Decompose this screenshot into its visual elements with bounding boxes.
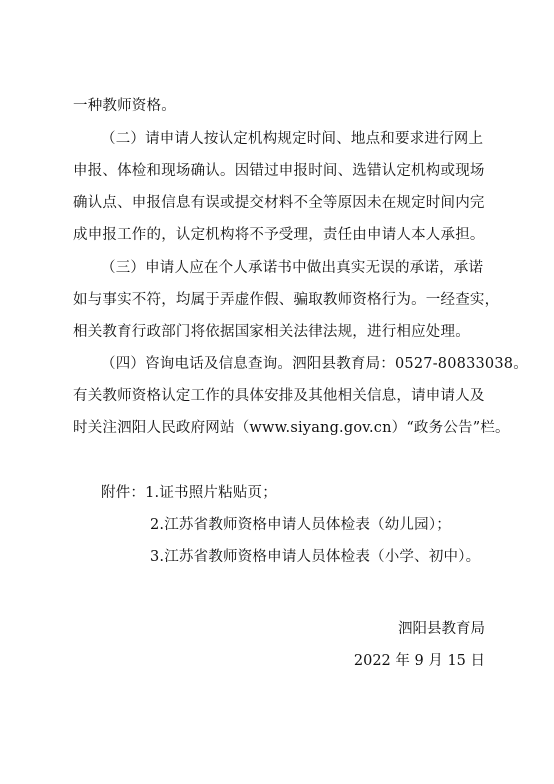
section-2-line-2: 申报、体检和现场确认。因错过申报时间、选错认定机构或现场	[73, 163, 485, 179]
section-4-line-3: 时关注泗阳人民政府网站（www.siyang.gov.cn）“政务公告”栏。	[73, 420, 510, 436]
section-3-line-3: 相关教育行政部门将依据国家相关法律法规，进行相应处理。	[73, 324, 470, 340]
body-line-1: 一种教师资格。	[73, 98, 176, 114]
section-2-line-3: 确认点、申报信息有误或提交材料不全等原因未在规定时间内完	[73, 195, 485, 211]
attachments-label-line: 附件：1.证书照片粘贴页；	[101, 485, 277, 501]
signature-organization: 泗阳县教育局	[398, 621, 485, 637]
attachment-item-3: 3.江苏省教师资格申请人员体检表（小学、初中）。	[150, 549, 481, 565]
section-2-line-4: 成申报工作的，认定机构将不予受理，责任由申请人本人承担。	[73, 227, 485, 243]
section-3-line-2: 如与事实不符，均属于弄虚作假、骗取教师资格行为。一经查实，	[73, 292, 500, 308]
section-2-line-1: （二）请申请人按认定机构规定时间、地点和要求进行网上	[101, 131, 484, 147]
section-4-line-1: （四）咨询电话及信息查询。泗阳县教育局：0527-80833038。	[101, 356, 528, 372]
section-4-line-2: 有关教师资格认定工作的具体安排及其他相关信息，请申请人及	[73, 388, 485, 404]
section-3-line-1: （三）申请人应在个人承诺书中做出真实无误的承诺，承诺	[101, 260, 484, 276]
signature-date: 2022 年 9 月 15 日	[353, 653, 485, 669]
attachment-item-2: 2.江苏省教师资格申请人员体检表（幼儿园）；	[150, 517, 451, 533]
